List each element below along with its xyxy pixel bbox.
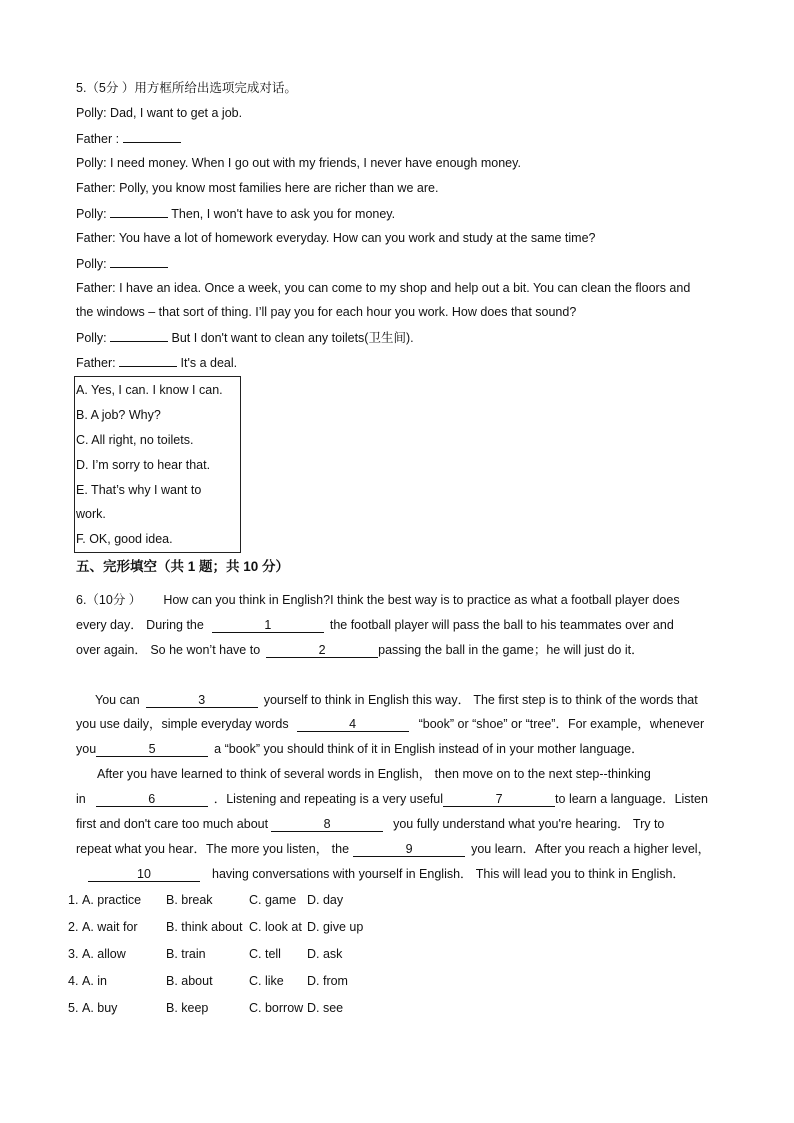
choice-b[interactable]: B. break xyxy=(166,893,213,907)
dialogue-text: Polly: Dad, I want to get a job. xyxy=(76,106,243,120)
passage-line xyxy=(76,716,704,732)
dialogue-text: Then, I won't have to ask you for money. xyxy=(168,207,396,221)
passage-text: You can xyxy=(95,693,140,707)
section-title: 五、完形填空（共 1 题；共 10 分） xyxy=(76,559,290,574)
option-item: B. A job? Why? xyxy=(76,408,161,422)
blank-10[interactable]: 10 xyxy=(88,867,200,882)
passage-line xyxy=(76,592,680,608)
passage-line xyxy=(95,692,698,708)
passage-line: After you have learned to think of several words in English， then move on to the next step--thinking xyxy=(97,767,651,781)
passage-text: to learn a language．Listen xyxy=(555,792,708,806)
option-item: D. I’m sorry to hear that. xyxy=(76,458,211,472)
dialogue-line xyxy=(76,354,237,371)
choice-d[interactable]: D. give up xyxy=(307,920,364,934)
option-item: work. xyxy=(76,507,106,521)
passage-text: every day． During the xyxy=(76,618,204,632)
dialogue-text: It's a deal. xyxy=(177,356,238,370)
passage-text: you fully understand what you're hearing． Try to xyxy=(393,817,665,831)
dialogue-line xyxy=(76,155,521,171)
dialogue-line xyxy=(76,130,181,147)
choice-a[interactable]: A. allow xyxy=(82,947,126,961)
answer-number: 3. xyxy=(68,947,79,961)
passage-text: ．Listening and repeating is a very useful xyxy=(213,792,444,806)
blank-7[interactable]: 7 xyxy=(443,792,555,807)
passage-line xyxy=(88,866,685,882)
blank-9[interactable]: 9 xyxy=(353,842,465,857)
dialogue-text: Polly: xyxy=(76,207,111,221)
passage-text: first and don't care too much about xyxy=(76,817,269,831)
dialogue-text: Polly: xyxy=(76,331,111,345)
passage-line xyxy=(76,791,708,807)
choice-b[interactable]: B. think about xyxy=(166,920,243,934)
choice-a[interactable]: A. in xyxy=(82,974,108,988)
answer-number: 2. xyxy=(68,920,79,934)
dialogue-line xyxy=(76,329,414,346)
dialogue-line xyxy=(76,255,168,272)
passage-text: in xyxy=(76,792,86,806)
dialogue-text: Father : xyxy=(76,132,123,146)
dialogue-line xyxy=(76,230,596,246)
blank-4[interactable]: 4 xyxy=(297,717,409,732)
blank-1[interactable]: 1 xyxy=(212,618,324,633)
passage-line xyxy=(76,741,644,757)
passage-text: “book” or “shoe” or “tree”．For example，whenever xyxy=(418,717,705,731)
passage-line xyxy=(76,816,664,832)
passage-text: How can you think in English?I think the best way is to practice as what a football player does xyxy=(163,593,680,607)
answer-number: 1. xyxy=(68,893,79,907)
passage-line xyxy=(76,642,644,658)
dialogue-text: Polly: I need money. When I go out with my friends, I never have enough money. xyxy=(76,156,521,170)
option-item: C. All right, no toilets. xyxy=(76,433,194,447)
answer-number: 5. xyxy=(68,1001,79,1015)
passage-text: having conversations with yourself in English． This will lead you to think in English． xyxy=(212,867,685,881)
choice-b[interactable]: B. train xyxy=(166,947,206,961)
passage-line xyxy=(76,617,674,633)
blank-6[interactable]: 6 xyxy=(96,792,208,807)
dialogue-text: the windows – that sort of thing. I’ll pay you for each hour you work. How does that sound? xyxy=(76,305,577,319)
dialogue-line xyxy=(76,280,690,296)
dialogue-text: Polly: xyxy=(76,257,111,271)
passage-text: you xyxy=(76,742,97,756)
choice-c[interactable]: C. like xyxy=(249,974,284,988)
choice-a[interactable]: A. practice xyxy=(82,893,142,907)
passage-text: yourself to think in English this way． The first step is to think of the words that xyxy=(263,693,698,707)
choice-a[interactable]: A. buy xyxy=(82,1001,118,1015)
option-item: E. That’s why I want to xyxy=(76,483,202,497)
q6-label: 6.（10分 ） xyxy=(76,593,142,607)
choice-d[interactable]: D. ask xyxy=(307,947,343,961)
passage-text: repeat what you hear．The more you listen， the xyxy=(76,842,350,856)
blank-8[interactable]: 8 xyxy=(271,817,383,832)
choice-c[interactable]: C. look at xyxy=(249,920,302,934)
choice-c[interactable]: C. borrow xyxy=(249,1001,304,1015)
passage-text: a “book” you should think of it in English instead of in your mother language． xyxy=(214,742,644,756)
blank-5[interactable]: 5 xyxy=(96,742,208,757)
answer-number: 4. xyxy=(68,974,79,988)
answer-blank[interactable] xyxy=(123,130,181,143)
passage-text: over again． So he won’t have to xyxy=(76,643,261,657)
blank-2[interactable]: 2 xyxy=(266,643,378,658)
choice-c[interactable]: C. game xyxy=(249,893,297,907)
dialogue-line xyxy=(76,205,395,222)
dialogue-line xyxy=(76,304,576,320)
choice-d[interactable]: D. from xyxy=(307,974,348,988)
passage-text: you use daily，simple everyday words xyxy=(76,717,289,731)
dialogue-text: Father: I have an idea. Once a week, you can come to my shop and help out a bit. You can clean the floors and xyxy=(76,281,691,295)
answer-blank[interactable] xyxy=(110,205,168,218)
dialogue-text: Father: xyxy=(76,356,120,370)
option-item: F. OK, good idea. xyxy=(76,532,173,546)
dialogue-text: Father: You have a lot of homework everyday. How can you work and study at the same time? xyxy=(76,231,596,245)
option-item: A. Yes, I can. I know I can. xyxy=(76,383,223,397)
choice-a[interactable]: A. wait for xyxy=(82,920,138,934)
passage-text: you learn．After you reach a higher level， xyxy=(471,842,711,856)
dialogue-line xyxy=(76,105,242,121)
choice-b[interactable]: B. about xyxy=(166,974,213,988)
answer-blank[interactable] xyxy=(110,329,168,342)
dialogue-line xyxy=(76,180,438,196)
dialogue-text: Father: Polly, you know most families here are richer than we are. xyxy=(76,181,439,195)
choice-b[interactable]: B. keep xyxy=(166,1001,209,1015)
choice-d[interactable]: D. day xyxy=(307,893,344,907)
passage-text: passing the ball in the game；he will just do it． xyxy=(378,643,644,657)
choice-d[interactable]: D. see xyxy=(307,1001,344,1015)
passage-line xyxy=(76,841,710,857)
choice-c[interactable]: C. tell xyxy=(249,947,281,961)
answer-blank[interactable] xyxy=(119,354,177,367)
blank-3[interactable]: 3 xyxy=(146,693,258,708)
q5-header: 5.（5分 ）用方框所给出选项完成对话。 xyxy=(76,81,297,95)
answer-blank[interactable] xyxy=(110,255,168,268)
dialogue-text: But I don't want to clean any toilets(卫生间). xyxy=(168,331,414,345)
passage-text: the football player will pass the ball to his teammates over and xyxy=(329,618,674,632)
